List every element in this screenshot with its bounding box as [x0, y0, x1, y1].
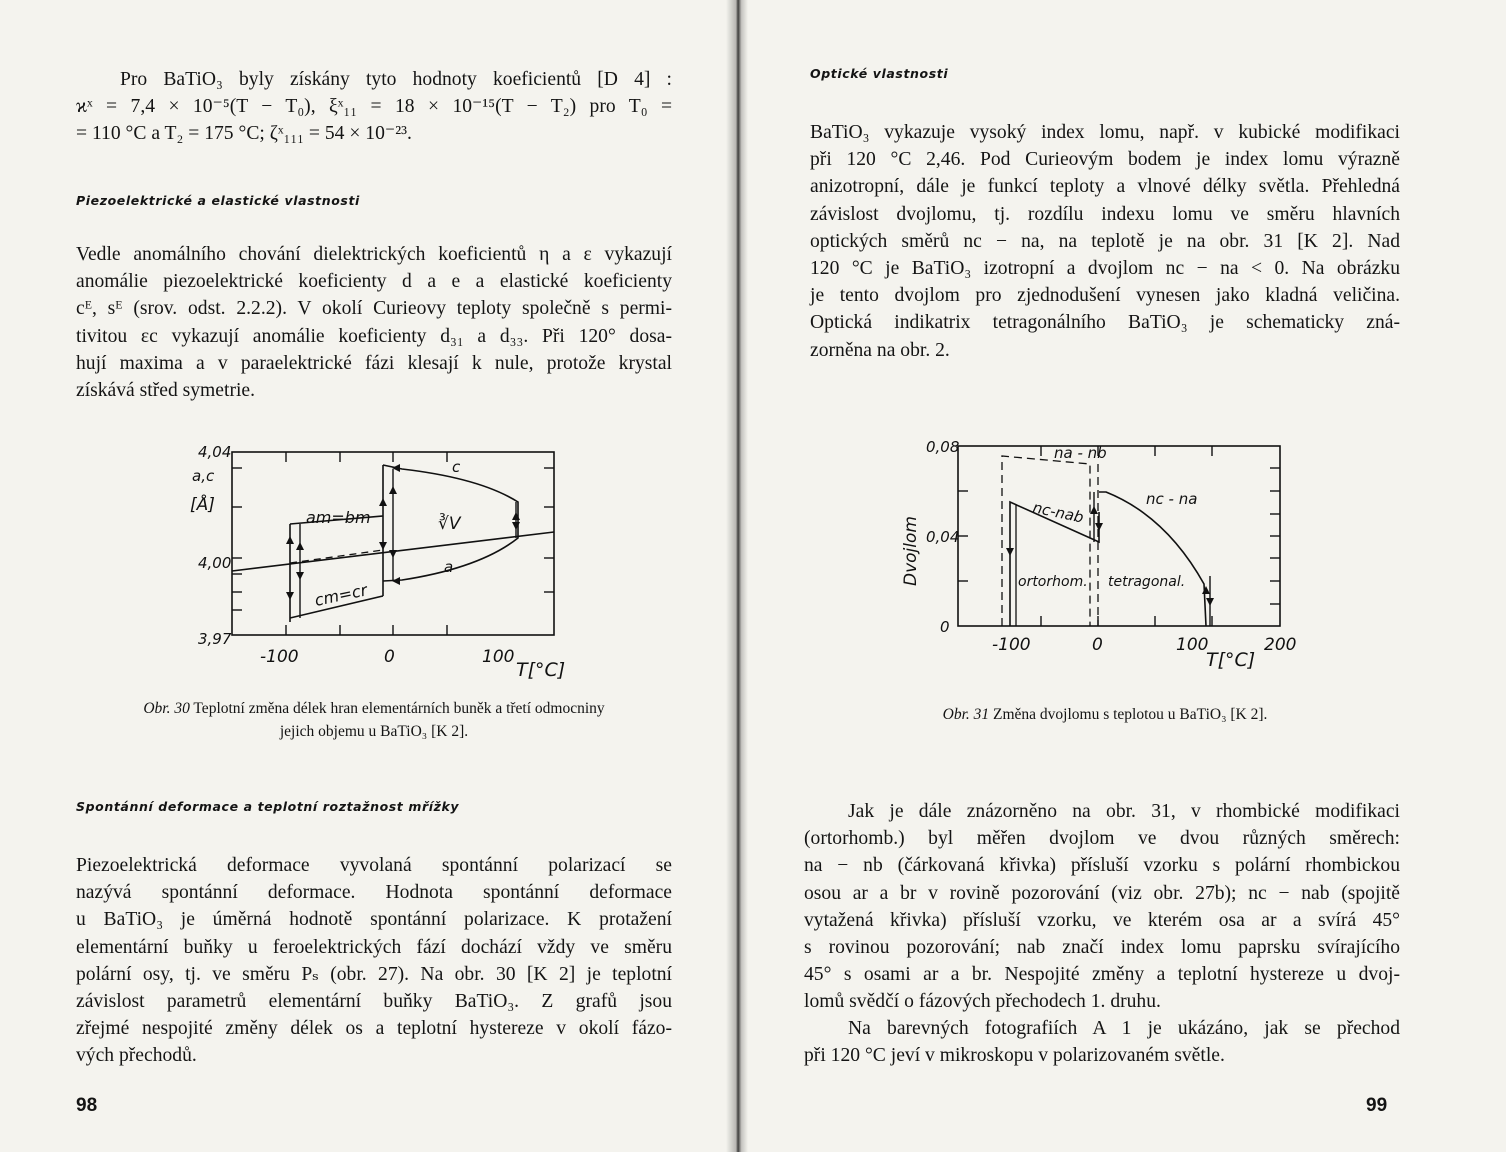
text-line: osou ar a br v rovině pozorování (viz obr. 27b); nc − nab (spojitě — [804, 882, 1400, 904]
y-axis-unit: [Å] — [190, 495, 215, 515]
caption-label: Obr. 31 — [942, 706, 990, 723]
y-tick-label: 4,00 — [198, 554, 232, 572]
y-tick-label: 0,08 — [926, 438, 960, 456]
text-line: hují maxima a v paraelektrické fázi klesají k nule, protože krystal — [76, 352, 672, 374]
text-line: Optická indikatrix tetragonálního BaTiO₃ je schematicky zná- — [810, 312, 1400, 334]
curve-label-na-nb: na - nb — [1054, 444, 1107, 462]
right-page — [746, 0, 1506, 1152]
x-tick-label: -100 — [260, 647, 299, 667]
text-line: 45° s osami ar a br. Nespojité změny a teplotní hystereze u dvoj- — [804, 964, 1400, 986]
text-line: Pro BaTiO₃ byly získány tyto hodnoty koeficientů [D 4] : — [120, 69, 672, 90]
text-line: cᴱ, sᴱ (srov. odst. 2.2.2). V okolí Curieovy teploty společně s permi- — [76, 298, 672, 320]
text-line: tivitou εc vykazují anomálie koeficienty d₃₁ a d₃₃. Při 120° dosa- — [76, 325, 672, 347]
text-line: (ortorhomb.) byl měřen dvojlom ve dvou různých směrech: — [804, 828, 1400, 850]
section-heading-optic: Optické vlastnosti — [810, 66, 949, 81]
text-line: zřejmé nespojité změny délek os a teplotní hystereze v okolí fázo- — [76, 1018, 672, 1040]
figure-30-graph — [180, 440, 580, 680]
curve-label-nc-na: nc - na — [1146, 490, 1198, 508]
caption-label: Obr. 30 — [143, 700, 190, 717]
x-tick-label: 200 — [1264, 635, 1297, 655]
page-number: 99 — [1366, 1095, 1388, 1116]
curve-label-a: a — [444, 558, 454, 576]
x-tick-label: 0 — [384, 647, 395, 667]
caption-text: Změna dvojlomu s teplotou u BaTiO₃ [K 2]. — [989, 706, 1268, 723]
text-line: získává střed symetrie. — [76, 380, 256, 402]
plot-frame — [958, 446, 1280, 626]
curve-label-c: c — [452, 458, 461, 476]
y-tick-label: 0 — [940, 618, 950, 636]
x-axis-label: T[°C] — [516, 659, 566, 680]
region-label-ortho: ortorhom. — [1018, 574, 1088, 590]
text-line: optických směrů nc − na, na teplotě je na obr. 31 [K 2]. Nad — [810, 230, 1400, 252]
x-axis-label: T[°C] — [1206, 649, 1256, 671]
y-tick-label: 0,04 — [926, 528, 960, 546]
text-line: s rovinou pozorování; nab značí index lomu paprsku svírajícího — [804, 937, 1400, 959]
y-tick-label: 3,97 — [198, 630, 232, 648]
left-page — [0, 0, 742, 1152]
figure-30 — [180, 440, 580, 680]
text-line: = 110 °C a T₂ = 175 °C; ζˣ₁₁₁ = 54 × 10⁻²³. — [76, 123, 412, 145]
text-line: elementární buňky u feroelektrických fází dochází vždy ve směru — [76, 936, 672, 958]
y-axis-label: Dvojlom — [901, 516, 921, 586]
x-tick-label: 0 — [1092, 635, 1103, 655]
x-tick-label: 100 — [1176, 635, 1209, 655]
text-line: nazývá spontánní deformace. Hodnota spontánní deformace — [76, 882, 672, 904]
text-line: polární osy, tj. ve směru Pₛ (obr. 27). Na obr. 30 [K 2] je teplotní — [76, 963, 672, 985]
text-line: anizotropní, dále je funkcí teploty a vlnové délky světla. Přehledná — [810, 176, 1400, 198]
caption-31 — [810, 703, 1400, 726]
text-line: 120 °C je BaTiO₃ izotropní a dvojlom nc − na < 0. Na obrázku — [810, 258, 1400, 280]
curve-label-cbrt-v: ∛V — [438, 514, 461, 534]
text-line: BaTiO₃ vykazuje vysoký index lomu, např. v kubické modifikaci — [810, 122, 1400, 143]
photo-paragraph — [804, 1015, 1400, 1069]
arrow-marks — [1006, 506, 1214, 606]
y-axis-label: a,c — [192, 467, 215, 485]
text-line: Jak je dále znázorněno na obr. 31, v rhombické modifikaci — [848, 801, 1400, 822]
text-line: Vedle anomálního chování dielektrických koeficientů η a ε vykazují — [76, 244, 672, 265]
text-line: závislost dvojlomu, tj. rozdílu indexu lomu ve směru hlavních — [810, 203, 1400, 225]
na-nb-dashed-curve — [1002, 456, 1090, 626]
nc-na-curve — [1099, 492, 1206, 626]
section-heading-deform: Spontánní deformace a teplotní roztažnost mřížky — [76, 799, 460, 814]
text-line: vých přechodů. — [76, 1045, 197, 1067]
caption-text: jejich objemu u BaTiO₃ [K 2]. — [279, 723, 469, 740]
curve-label-nc-nab: nc-nab — [1031, 498, 1086, 527]
caption-30 — [76, 697, 672, 743]
figure-31-graph — [896, 436, 1316, 676]
figure-31 — [896, 436, 1316, 676]
text-line: na − nb (čárkovaná křivka) přísluší vzorku s polární rhombickou — [804, 855, 1400, 877]
text-line: ϰˣ = 7,4 × 10⁻⁵(T − T₀), ξˣ₁₁ = 18 × 10⁻¹⁵(T − T₂) pro T₀ = — [76, 96, 672, 118]
caption-text: Teplotní změna délek hran elementárních buněk a třetí odmocniny — [189, 700, 605, 717]
text-line: vytažená křivka) přísluší vzorku, ve kterém osa ar a svírá 45° — [804, 909, 1400, 931]
x-tick-label: 100 — [482, 647, 515, 667]
rhomb-paragraph — [804, 798, 1400, 1016]
text-line: při 120 °C jeví v mikroskopu v polarizovaném světle. — [804, 1045, 1225, 1067]
text-line: anomálie piezoelektrické koeficienty d a e a elastické koeficienty — [76, 271, 672, 293]
curve-label-cm-cr: cm=cr — [312, 580, 369, 610]
text-line: závislost parametrů elementární buňky BaTiO₃. Z grafů jsou — [76, 991, 672, 1013]
deform-paragraph — [76, 852, 672, 1070]
curve-label-am-bm: am=bm — [306, 508, 371, 527]
text-line: Na barevných fotografiích A 1 je ukázáno, jak se přechod — [848, 1018, 1400, 1039]
y-tick-label: 4,04 — [198, 443, 232, 461]
dashed-line — [290, 550, 383, 563]
axis-ticks — [958, 446, 1280, 626]
text-line: je tento dvojlom pro zjednodušení vynesen jako kladná veličina. — [810, 285, 1400, 307]
page-number: 98 — [76, 1095, 98, 1116]
section-heading-piezo: Piezoelektrické a elastické vlastnosti — [76, 193, 360, 208]
intro-paragraph — [76, 66, 672, 148]
text-line: zorněna na obr. 2. — [810, 339, 950, 361]
x-tick-label: -100 — [992, 635, 1031, 655]
text-line: u BaTiO₃ je úměrná hodnotě spontánní polarizace. K protažení — [76, 909, 672, 931]
optic-paragraph — [810, 119, 1400, 364]
region-label-tetra: tetragonal. — [1108, 574, 1186, 590]
text-line: lomů svědčí o fázových přechodech 1. druhu. — [804, 991, 1161, 1013]
text-line: při 120 °C 2,46. Pod Curieovým bodem je index lomu výrazně — [810, 149, 1400, 171]
text-line: Piezoelektrická deformace vyvolaná spontánní polarizací se — [76, 855, 672, 876]
piezo-paragraph — [76, 241, 672, 404]
